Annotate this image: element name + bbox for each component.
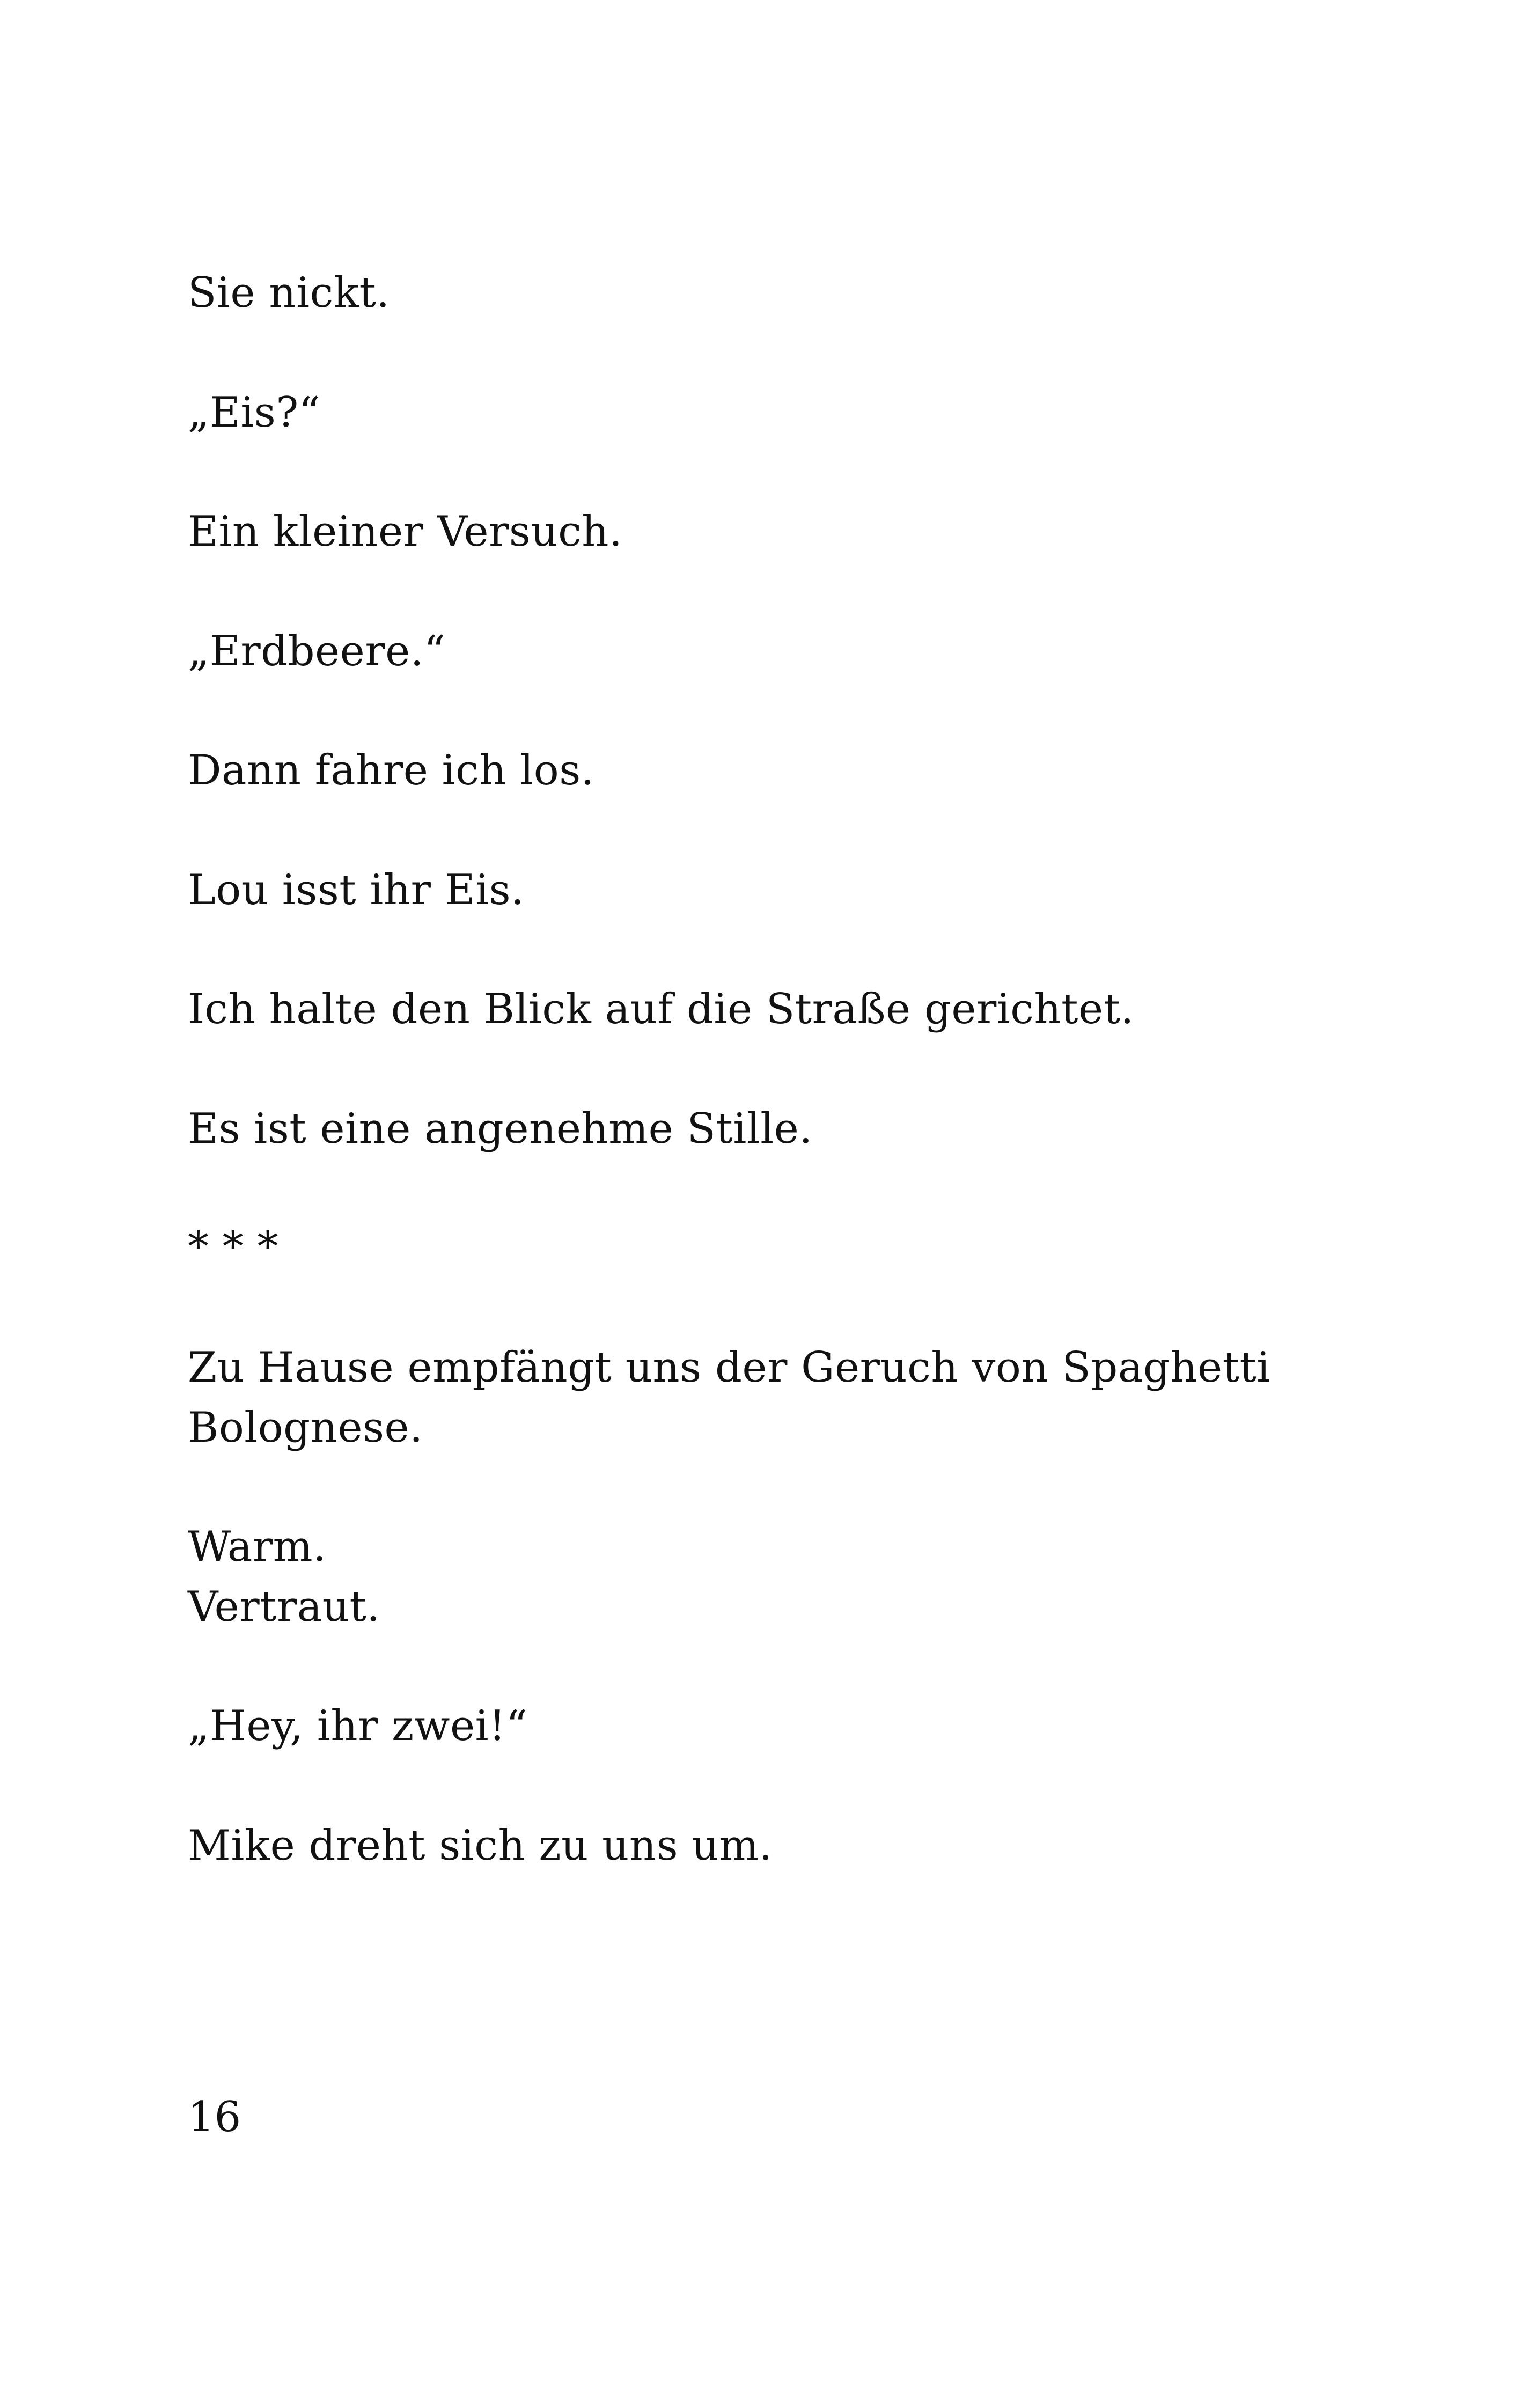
text-line: Ich halte den Blick auf die Straße gerichtet.	[188, 985, 1134, 1033]
text-line: Mike dreht sich zu uns um.	[188, 1822, 773, 1870]
text-line: Es ist eine angenehme Stille.	[188, 1105, 813, 1153]
text-line: Ein kleiner Versuch.	[188, 508, 623, 556]
text-line: „Eis?“	[188, 388, 321, 437]
text-line: Sie nickt.	[188, 269, 390, 317]
text-line: Vertraut.	[188, 1583, 380, 1631]
text-line: Lou isst ihr Eis.	[188, 866, 525, 914]
page-number: 16	[188, 2093, 241, 2141]
text-line: „Erdbeere.“	[188, 627, 446, 676]
text-line: Warm.	[188, 1523, 327, 1571]
text-line: Zu Hause empfängt uns der Geruch von Spaghetti	[188, 1344, 1270, 1392]
text-line: Bolognese.	[188, 1404, 423, 1452]
text-line: Dann fahre ich los.	[188, 746, 595, 795]
scene-break: * * *	[188, 1223, 279, 1271]
text-line: „Hey, ihr zwei!“	[188, 1702, 528, 1750]
